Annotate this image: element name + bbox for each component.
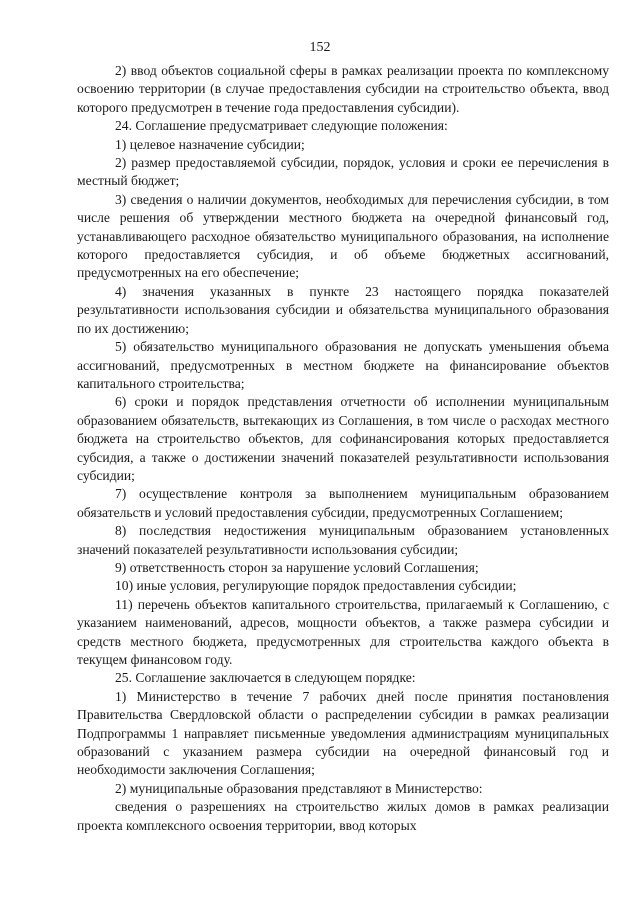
paragraph: 3) сведения о наличии документов, необходимых для перечисления субсидии, в том числе решения об утверждении местного бюджета на очередной финансовый год, устанавливающего расходное обязательство муниципального образования, на исполнение которого предоставляется субсидия, и об объеме бюджетных ассигнований, предусмотренных на его обеспечение; — [77, 191, 609, 281]
paragraph: 10) иные условия, регулирующие порядок предоставления субсидии; — [115, 578, 517, 594]
paragraph: 6) сроки и порядок представления отчетности об исполнении муниципальным образованием обязательств, вытекающих из Соглашения, в том числе о расходах местного бюджета на строительство объектов, для софинансирования которых предоставляется субсидия, а также о достижении значений показателей результативности использования субсидии; — [77, 394, 609, 483]
paragraph: 24. Соглашение предусматривает следующие положения: — [115, 118, 448, 134]
paragraph: 4) значения указанных в пункте 23 настоящего порядка показателей результативности использования субсидии и обязательства муниципального образования по их достижению; — [77, 283, 609, 336]
paragraph: 1) целевое назначение субсидии; — [115, 136, 305, 152]
paragraph: 11) перечень объектов капитального строительства, прилагаемый к Соглашению, с указанием наименований, адресов, мощности объектов, а также размера субсидии и средств местного бюджета, предусмотренных для строительства каждого объекта в текущем финансовом году. — [77, 596, 609, 667]
paragraph: 5) обязательство муниципального образования не допускать уменьшения объема ассигнований, предусмотренных в местном бюджете на финансирование объектов капитального строительства; — [77, 339, 609, 391]
paragraph: 7) осуществление контроля за выполнением муниципальным образованием обязательств и условий предоставления субсидии, предусмотренных Соглашением; — [77, 486, 609, 520]
page-number: 152 — [309, 40, 331, 55]
paragraph: 8) последствия недостижения муниципальным образованием установленных значений показателей результативности использования субсидии; — [77, 523, 609, 557]
paragraph: 2) муниципальные образования представляют в Министерство: — [115, 780, 483, 796]
paragraph: 25. Соглашение заключается в следующем порядке: — [115, 670, 416, 686]
paragraph: сведения о разрешениях на строительство жилых домов в рамках реализации проекта комплексного освоения территории, ввод которых — [77, 799, 609, 833]
paragraph: 2) ввод объектов социальной сферы в рамках реализации проекта по комплексному освоению территории (в случае предоставления субсидии на строительство объекта, ввод которого предусмотрен в течение года предоставления субсидии). — [77, 63, 609, 115]
paragraph: 1) Министерство в течение 7 рабочих дней после принятия постановления Правительства Свердловской области о распределении субсидии в рамках реализации Подпрограммы 1 направляет письменные уведомления администрациям муниципальных образований с указанием размера субсидии на очередной финансовый год и необходимости заключения Соглашения; — [77, 688, 609, 778]
document-body — [77, 62, 609, 835]
paragraph: 9) ответственность сторон за нарушение условий Соглашения; — [115, 559, 479, 575]
paragraph: 2) размер предоставляемой субсидии, порядок, условия и сроки ее перечисления в местный бюджет; — [77, 155, 609, 189]
